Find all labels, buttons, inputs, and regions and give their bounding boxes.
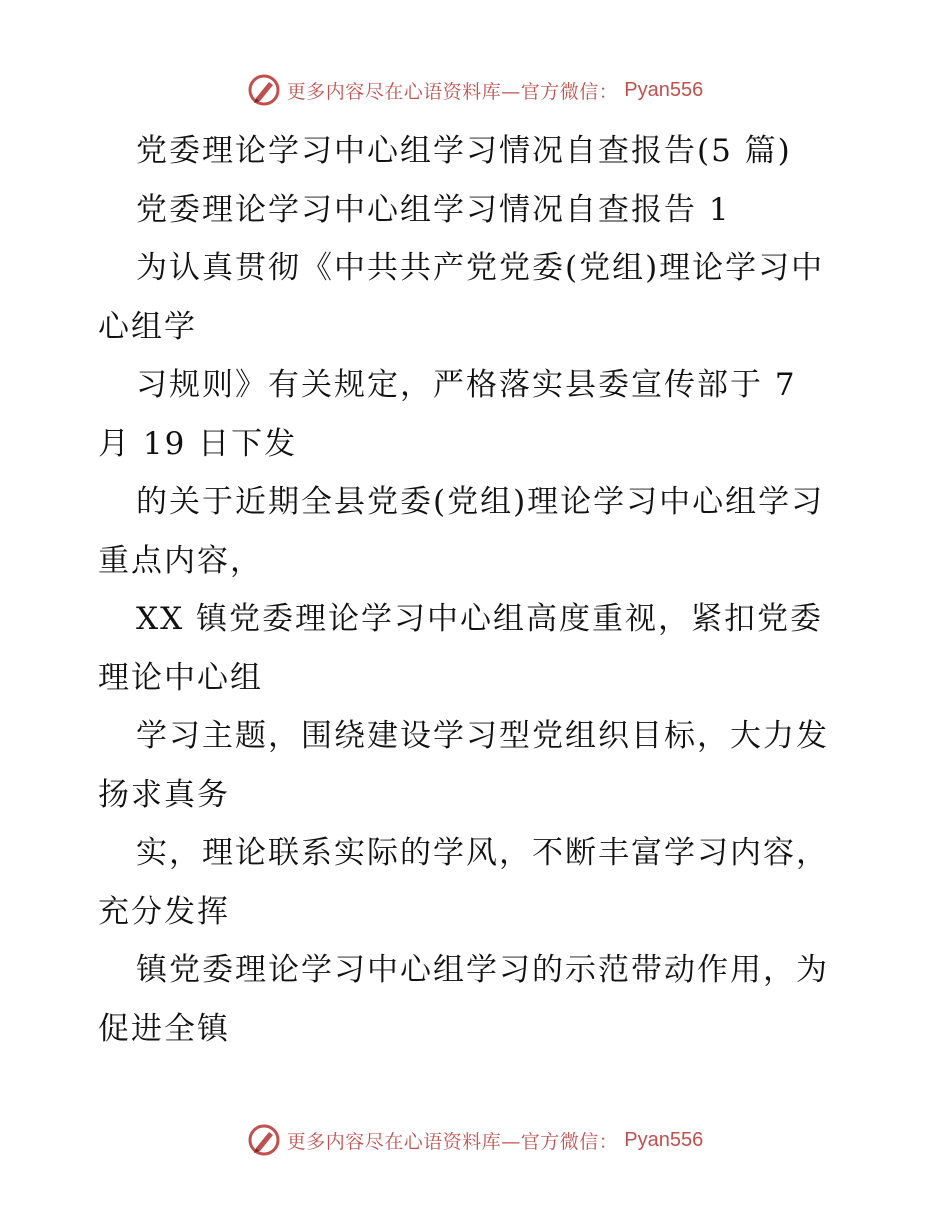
text-line: 重点内容， bbox=[98, 542, 263, 579]
text-line: 月 19 日下发 bbox=[98, 425, 298, 462]
watermark-wechat-id: Pyan556 bbox=[624, 78, 704, 101]
text-line: 理论中心组 bbox=[98, 659, 263, 696]
text-line: 为认真贯彻《中共共产党党委(党组)理论学习中 bbox=[136, 250, 825, 286]
text-line: XX 镇党委理论学习中心组高度重视，紧扣党委 bbox=[136, 601, 823, 637]
text-line: 习规则》有关规定，严格落实县委宣传部于 7 bbox=[136, 367, 797, 403]
text-line: 的关于近期全县党委(党组)理论学习中心组学习 bbox=[136, 484, 825, 520]
pen-logo-icon bbox=[247, 73, 281, 107]
text-line: 扬求真务 bbox=[98, 776, 230, 813]
text-line: 充分发挥 bbox=[98, 893, 230, 930]
text-line: 党委理论学习中心组学习情况自查报告(5 篇) bbox=[136, 133, 792, 169]
watermark-wechat-id: Pyan556 bbox=[624, 1128, 704, 1151]
pen-logo-icon bbox=[247, 1123, 281, 1157]
header-watermark bbox=[0, 70, 950, 110]
text-line: 镇党委理论学习中心组学习的示范带动作用，为 bbox=[136, 952, 829, 988]
text-line: 心组学 bbox=[98, 308, 197, 345]
text-line: 学习主题，围绕建设学习型党组织目标，大力发 bbox=[136, 718, 829, 754]
watermark-text: 更多内容尽在心语资料库—官方微信： bbox=[286, 80, 619, 103]
text-line: 党委理论学习中心组学习情况自查报告 1 bbox=[136, 191, 731, 228]
watermark-text: 更多内容尽在心语资料库—官方微信： bbox=[286, 1130, 619, 1153]
footer-watermark bbox=[0, 1120, 950, 1160]
text-line: 促进全镇 bbox=[98, 1010, 230, 1047]
text-line: 实，理论联系实际的学风，不断丰富学习内容， bbox=[136, 835, 829, 871]
document-body bbox=[98, 122, 858, 1058]
